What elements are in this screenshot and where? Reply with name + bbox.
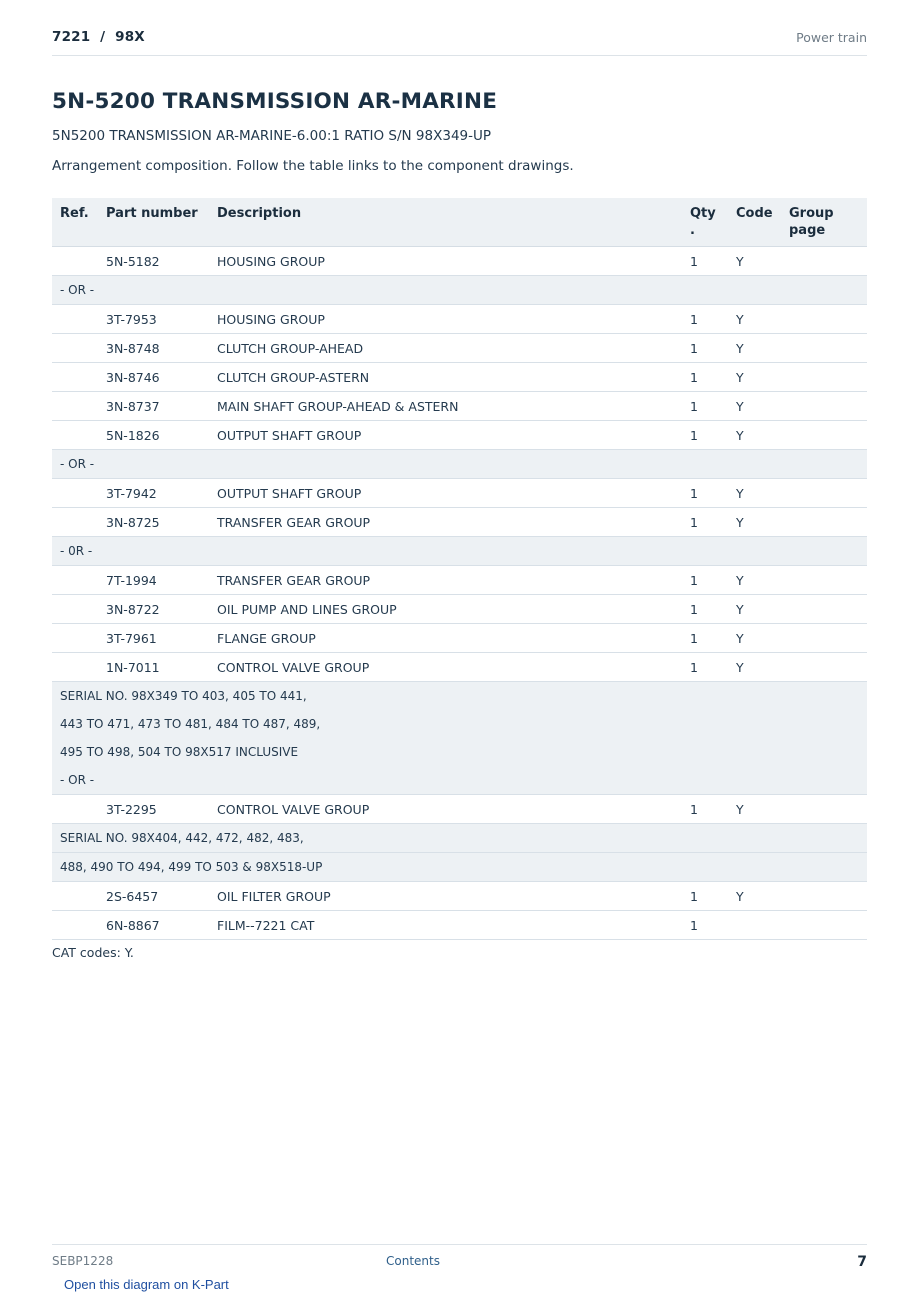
- cell-group-page: [781, 911, 867, 940]
- cell-group-page: [781, 305, 867, 334]
- table-row: [52, 595, 867, 624]
- cell-code: Y: [728, 305, 781, 334]
- cell-description: FLANGE GROUP: [209, 624, 682, 653]
- cell-ref: [52, 566, 98, 595]
- cell-ref: [52, 795, 98, 824]
- note-row: [52, 682, 867, 795]
- cell-group-page: [781, 566, 867, 595]
- cell-description: TRANSFER GEAR GROUP: [209, 508, 682, 537]
- col-header-qty: Qty .: [682, 198, 728, 247]
- note-row: [52, 537, 867, 566]
- cell-group-page: [781, 624, 867, 653]
- cell-ref: [52, 595, 98, 624]
- page-footer: [52, 1244, 867, 1292]
- table-row: [52, 882, 867, 911]
- cell-group-page: [781, 421, 867, 450]
- cell-description: CONTROL VALVE GROUP: [209, 653, 682, 682]
- cell-ref: [52, 653, 98, 682]
- cell-ref: [52, 882, 98, 911]
- note-row: [52, 853, 867, 882]
- cell-code: Y: [728, 595, 781, 624]
- cell-code: Y: [728, 795, 781, 824]
- doc-id: 7221 / 98X: [52, 29, 145, 45]
- cell-code: Y: [728, 882, 781, 911]
- table-row: [52, 653, 867, 682]
- cell-code: Y: [728, 624, 781, 653]
- cell-qty: 1: [682, 247, 728, 276]
- cell-group-page: [781, 795, 867, 824]
- table-header-row: [52, 198, 867, 247]
- note-row: [52, 450, 867, 479]
- cell-qty: 1: [682, 334, 728, 363]
- cell-code: Y: [728, 247, 781, 276]
- note-cell: 488, 490 TO 494, 499 TO 503 & 98X518-UP: [52, 853, 867, 882]
- cell-qty: 1: [682, 624, 728, 653]
- cell-qty: 1: [682, 421, 728, 450]
- cell-qty: 1: [682, 479, 728, 508]
- cell-part-number: 3N-8722: [98, 595, 209, 624]
- cell-description: TRANSFER GEAR GROUP: [209, 566, 682, 595]
- note-line: 495 TO 498, 504 TO 98X517 INCLUSIVE: [60, 745, 299, 759]
- page-header: [52, 29, 867, 56]
- cell-description: MAIN SHAFT GROUP-AHEAD & ASTERN: [209, 392, 682, 421]
- cell-description: OUTPUT SHAFT GROUP: [209, 479, 682, 508]
- cell-ref: [52, 305, 98, 334]
- cell-part-number: 1N-7011: [98, 653, 209, 682]
- cell-code: Y: [728, 334, 781, 363]
- cell-code: Y: [728, 392, 781, 421]
- table-row: [52, 479, 867, 508]
- table-row: [52, 392, 867, 421]
- cell-ref: [52, 421, 98, 450]
- table-row: [52, 566, 867, 595]
- cell-ref: [52, 479, 98, 508]
- note-cell: SERIAL NO. 98X404, 442, 472, 482, 483,: [52, 824, 867, 853]
- section-label: Power train: [796, 30, 867, 45]
- note-cell: - OR -: [52, 450, 867, 479]
- table-row: [52, 624, 867, 653]
- cell-ref: [52, 334, 98, 363]
- cell-qty: 1: [682, 795, 728, 824]
- cell-part-number: 5N-5182: [98, 247, 209, 276]
- cell-qty: 1: [682, 392, 728, 421]
- cell-qty: 1: [682, 363, 728, 392]
- cell-code: Y: [728, 421, 781, 450]
- page-number: 7: [857, 1254, 867, 1270]
- note-line: 443 TO 471, 473 TO 481, 484 TO 487, 489,: [60, 717, 321, 731]
- cell-description: CLUTCH GROUP-ASTERN: [209, 363, 682, 392]
- note-cell: - 0R -: [52, 537, 867, 566]
- col-header-code: Code: [728, 198, 781, 247]
- cell-description: OUTPUT SHAFT GROUP: [209, 421, 682, 450]
- col-header-group-page: Group page: [781, 198, 867, 247]
- note-line: - OR -: [60, 773, 95, 787]
- intro-text: Arrangement composition. Follow the table links to the component drawings.: [52, 158, 574, 174]
- cell-description: CONTROL VALVE GROUP: [209, 795, 682, 824]
- cell-description: HOUSING GROUP: [209, 305, 682, 334]
- table-row: [52, 247, 867, 276]
- cell-description: HOUSING GROUP: [209, 247, 682, 276]
- cell-qty: 1: [682, 882, 728, 911]
- cell-qty: 1: [682, 305, 728, 334]
- note-line: SERIAL NO. 98X349 TO 403, 405 TO 441,: [60, 689, 307, 703]
- footer-doc-code: SEBP1228: [52, 1254, 114, 1268]
- page-title: 5N-5200 TRANSMISSION AR-MARINE: [52, 89, 498, 114]
- cell-group-page: [781, 508, 867, 537]
- cell-qty: 1: [682, 566, 728, 595]
- cell-qty: 1: [682, 653, 728, 682]
- table-row: [52, 508, 867, 537]
- cell-part-number: 3T-7953: [98, 305, 209, 334]
- table-row: [52, 363, 867, 392]
- cell-description: OIL FILTER GROUP: [209, 882, 682, 911]
- col-header-ref: Ref.: [52, 198, 98, 247]
- cell-part-number: 6N-8867: [98, 911, 209, 940]
- cell-group-page: [781, 247, 867, 276]
- table-row: [52, 795, 867, 824]
- table-row: [52, 911, 867, 940]
- note-cell: - OR -: [52, 276, 867, 305]
- cell-qty: 1: [682, 595, 728, 624]
- cell-ref: [52, 363, 98, 392]
- cell-group-page: [781, 653, 867, 682]
- cell-ref: [52, 911, 98, 940]
- open-in-kpart-link[interactable]: Open this diagram on K-Part: [64, 1277, 229, 1292]
- cell-code: Y: [728, 508, 781, 537]
- cell-part-number: 3T-7961: [98, 624, 209, 653]
- table-row: [52, 305, 867, 334]
- cell-part-number: 3N-8725: [98, 508, 209, 537]
- cell-part-number: 3T-2295: [98, 795, 209, 824]
- cell-part-number: 3N-8746: [98, 363, 209, 392]
- cell-ref: [52, 392, 98, 421]
- cell-ref: [52, 624, 98, 653]
- cell-qty: 1: [682, 911, 728, 940]
- cell-part-number: 7T-1994: [98, 566, 209, 595]
- cell-part-number: 3N-8748: [98, 334, 209, 363]
- note-row: [52, 276, 867, 305]
- cell-code: Y: [728, 363, 781, 392]
- cell-code: Y: [728, 479, 781, 508]
- cell-group-page: [781, 882, 867, 911]
- cell-code: [728, 911, 781, 940]
- cell-description: OIL PUMP AND LINES GROUP: [209, 595, 682, 624]
- cell-part-number: 3T-7942: [98, 479, 209, 508]
- col-header-description: Description: [209, 198, 682, 247]
- cell-description: FILM--7221 CAT: [209, 911, 682, 940]
- cat-codes-note: CAT codes: Y.: [52, 945, 134, 960]
- cell-ref: [52, 247, 98, 276]
- cell-group-page: [781, 392, 867, 421]
- cell-part-number: 5N-1826: [98, 421, 209, 450]
- cell-group-page: [781, 363, 867, 392]
- page: [52, 0, 867, 1300]
- note-row: [52, 824, 867, 853]
- note-cell: [52, 682, 867, 795]
- parts-table: [52, 198, 867, 940]
- cell-part-number: 3N-8737: [98, 392, 209, 421]
- cell-ref: [52, 508, 98, 537]
- contents-link[interactable]: Contents: [386, 1254, 440, 1268]
- parts-table-body: [52, 247, 867, 940]
- cell-group-page: [781, 334, 867, 363]
- col-header-part-number: Part number: [98, 198, 209, 247]
- cell-code: Y: [728, 653, 781, 682]
- cell-code: Y: [728, 566, 781, 595]
- table-row: [52, 421, 867, 450]
- cell-description: CLUTCH GROUP-AHEAD: [209, 334, 682, 363]
- table-row: [52, 334, 867, 363]
- cell-group-page: [781, 479, 867, 508]
- page-subtitle: 5N5200 TRANSMISSION AR-MARINE-6.00:1 RATIO S/N 98X349-UP: [52, 128, 492, 144]
- cell-group-page: [781, 595, 867, 624]
- cell-part-number: 2S-6457: [98, 882, 209, 911]
- cell-qty: 1: [682, 508, 728, 537]
